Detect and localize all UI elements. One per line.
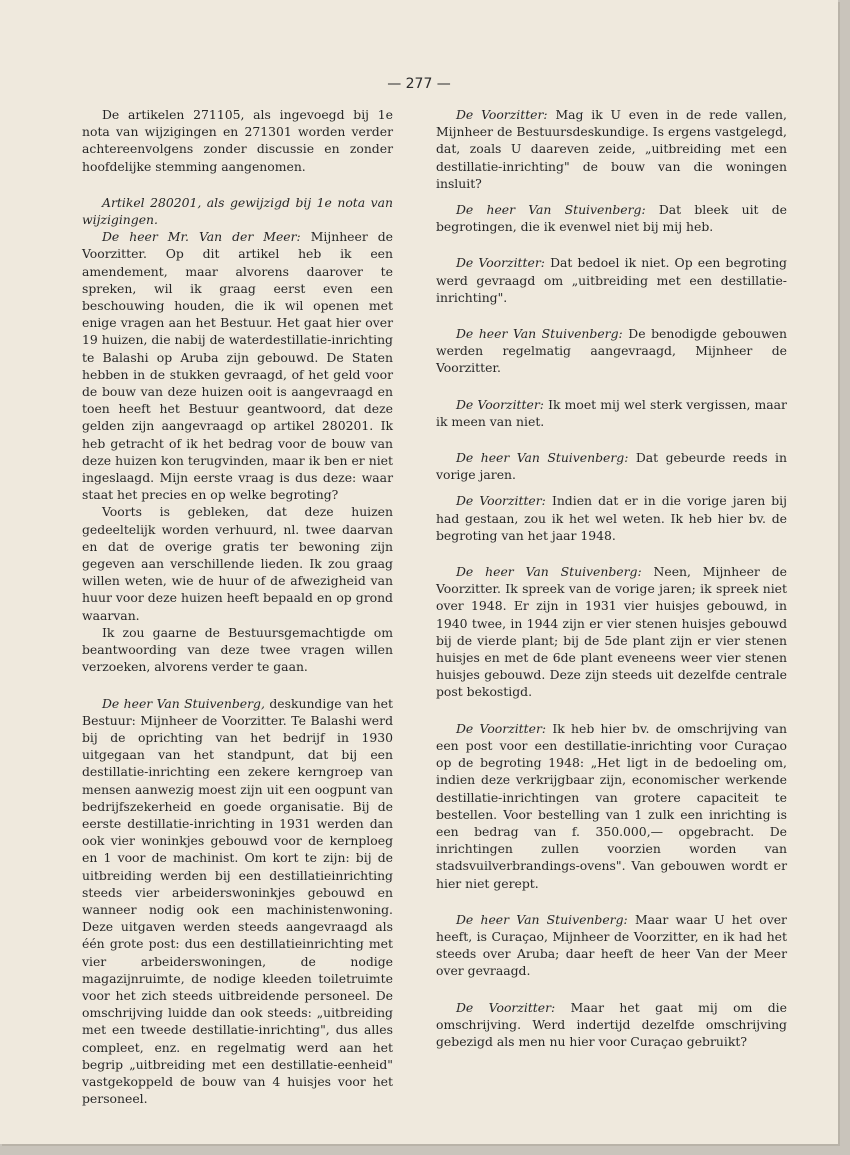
speaker-label: De Voorzitter: — [456, 720, 547, 736]
speech-text: Maar waar U het over heeft, is Curaçao, Mijnheer de Voorzitter, en ik had het steeds over Aruba; daar heeft de heer Van der Meer over gevraagd. — [436, 911, 787, 979]
paragraph-voorzitter — [436, 999, 787, 1051]
page-number: — 277 — — [387, 76, 451, 92]
paragraph-voorzitter — [436, 492, 787, 544]
speaker-label: De heer Van Stuivenberg: — [456, 564, 642, 580]
paragraph-van-der-meer — [82, 228, 393, 503]
speaker-label: De Voorzitter: — [456, 999, 556, 1015]
speech-text: Neen, Mijnheer de Voorzitter. Ik spreek van de vorige jaren; ik spreek niet over 1948. Er zijn in 1931 vier huisjes gebouwd, in 1940 twee, in 1944 zijn er vier stenen huisjes gebouwd bij de vierde plant; bij de 5de plant zijn er vier stenen huisjes en met de 6de plant eveneens weer vier stenen huisjes gebouwd. Deze zijn steeds uit dezelfde centrale post bekostigd. — [436, 564, 787, 700]
speaker-label: De heer Van Stuivenberg: — [456, 326, 623, 342]
paragraph-van-stuivenberg — [436, 449, 787, 483]
paragraph-van-stuivenberg — [436, 325, 787, 377]
speech-text: Maar het gaat mij om die omschrijving. Werd indertijd dezelfde omschrijving gebezigd als men nu hier voor Curaçao gebruikt? — [436, 999, 787, 1049]
paragraph-voorzitter — [436, 396, 787, 430]
left-column — [82, 106, 393, 1107]
right-column — [436, 106, 787, 1050]
paragraph-van-stuivenberg — [436, 201, 787, 235]
speaker-label: De heer Van Stuivenberg: — [456, 450, 629, 466]
speaker-label: De heer Mr. Van der Meer: — [102, 229, 301, 245]
speaker-label: De Voorzitter: — [456, 107, 548, 122]
speaker-label: De Voorzitter: — [456, 255, 545, 271]
speech-text: Dat bedoel ik niet. Op een begroting werd gevraagd om „uitbreiding met een destillatie-inrichting". — [436, 255, 787, 305]
speaker-label: De Voorzitter: — [456, 493, 546, 509]
paragraph-voorzitter — [436, 106, 787, 192]
paragraph-articles-adopted: De artikelen 271105, als ingevoegd bij 1e nota van wijzigingen en 271301 worden verder achtereenvolgens zonder discussie en zonder hoofdelijke stemming aangenomen. — [82, 107, 393, 174]
paragraph-van-stuivenberg — [436, 563, 787, 701]
paragraph-request-answer: Ik zou gaarne de Bestuursgemachtigde om beantwoording van deze twee vragen willen verzoeken, alvorens verder te gaan. — [82, 624, 393, 675]
speech-text: De benodigde gebouwen werden regelmatig aangevraagd, Mijnheer de Voorzitter. — [436, 326, 787, 376]
speaker-label: De heer Van Stuivenberg: — [456, 911, 628, 927]
paragraph-voorzitter — [436, 720, 787, 892]
paragraph-van-stuivenberg — [82, 695, 393, 1108]
speech-text: Dat gebeurde reeds in vorige jaren. — [436, 450, 787, 483]
speech-text: Ik heb hier bv. de omschrijving van een post voor een destillatie-inrichting voor Curaçao op de begroting 1948: „Het ligt in de bedoeling om, indien deze verkrijgbaar zijn, economischer werkende destillatie-inrichtingen van grotere capaciteit te bestellen. Voor bestelling van 1 zulk een inrichting is een bedrag van f. 350.000,— opgebracht. De inrichtingen zullen voorzien worden van stadsvuilverbrandings-ovens". Van gebouwen wordt er hier niet gerept. — [436, 720, 787, 891]
speech-text: deskundige van het Bestuur: Mijnheer de Voorzitter. Te Balashi werd bij de oprichting van het bedrijf in 1930 uitgegaan van het standpunt, dat bij een destillatie-inrichting een zekere kerngroep van mensen aanwezig moest zijn uit een oogpunt van bedrijfszekerheid en goede organisatie. Bij de eerste destillatie-inrichting in 1931 werden dan ook vier woninkjes gebouwd voor de kernploeg en 1 voor de machinist. Om kort te zijn: bij de uitbreiding werden bij een destillatieinrichting steeds vier arbeiderswoninkjes gebouwd en wanneer nodig ook een machinistenwoning. Deze uitgaven werden steeds aangevraagd als één grote post: dus een destillatieinrichting met vier arbeiderswoningen, de nodige magazijnruimte, de nodige kleeden toiletruimte voor het zich steeds uitbreidende personeel. De omschrijving luidde dan ook steeds: „uitbreiding met een tweede destillatie-inrichting", dus alles compleet, enz. en regelmatig werd aan het begrip „uitbreiding met een destillatie-eenheid" vastgekoppeld de bouw van 4 huisjes voor het personeel. — [82, 695, 393, 1107]
paragraph-rent-question: Voorts is gebleken, dat deze huizen gedeeltelijk worden verhuurd, nl. twee daarvan en dat de overige gratis ter bewoning zijn gegeven aan verschillende lieden. Ik zou graag willen weten, wie de huur of de afwezigheid van huur voor deze huizen heeft bepaald en op grond waarvan. — [82, 504, 393, 623]
speech-text: Mag ik U even in de rede vallen, Mijnheer de Bestuursdeskundige. Is ergens vastgelegd, dat, zoals U daareven zeide, „uitbreiding met een destillatie-inrichting" de bouw van die woningen insluit? — [436, 107, 787, 191]
speaker-label: De heer Van Stuivenberg, — [102, 695, 265, 711]
speaker-label: De Voorzitter: — [456, 396, 544, 412]
speech-text: Mijnheer de Voorzitter. Op dit artikel heb ik een amendement, maar alvorens daarover te spreken, wil ik graag eerst even een beschouwing houden, die ik wil openen met enige vragen aan het Bestuur. Het gaat hier over 19 huizen, die nabij de waterdestillatie-inrichting te Balashi op Aruba zijn gebouwd. De Staten hebben in de stukken gevraagd, of het geld voor de bouw van deze huizen ooit is aangevraagd en toen heeft het Bestuur geantwoord, dat deze gelden zijn aangevraagd op artikel 280201. Ik heb getracht of ik het bedrag voor de bouw van deze huizen kon terugvinden, maar ik ben er niet ingeslaagd. Mijn eerste vraag is dus deze: waar staat het precies en op welke begroting? — [82, 229, 394, 503]
speech-text: Indien dat er in die vorige jaren bij had gestaan, zou ik het wel weten. Ik heb hier bv. de begroting van het jaar 1948. — [436, 493, 787, 543]
article-heading: Artikel 280201, als gewijzigd bij 1e nota van wijzigingen. — [82, 194, 393, 228]
speech-text: Dat bleek uit de begrotingen, die ik evenwel niet bij mij heb. — [436, 202, 787, 235]
speech-text: Ik moet mij wel sterk vergissen, maar ik meen van niet. — [436, 396, 787, 429]
paragraph-van-stuivenberg — [436, 911, 787, 980]
paragraph-voorzitter — [436, 254, 787, 306]
speaker-label: De heer Van Stuivenberg: — [456, 202, 646, 218]
